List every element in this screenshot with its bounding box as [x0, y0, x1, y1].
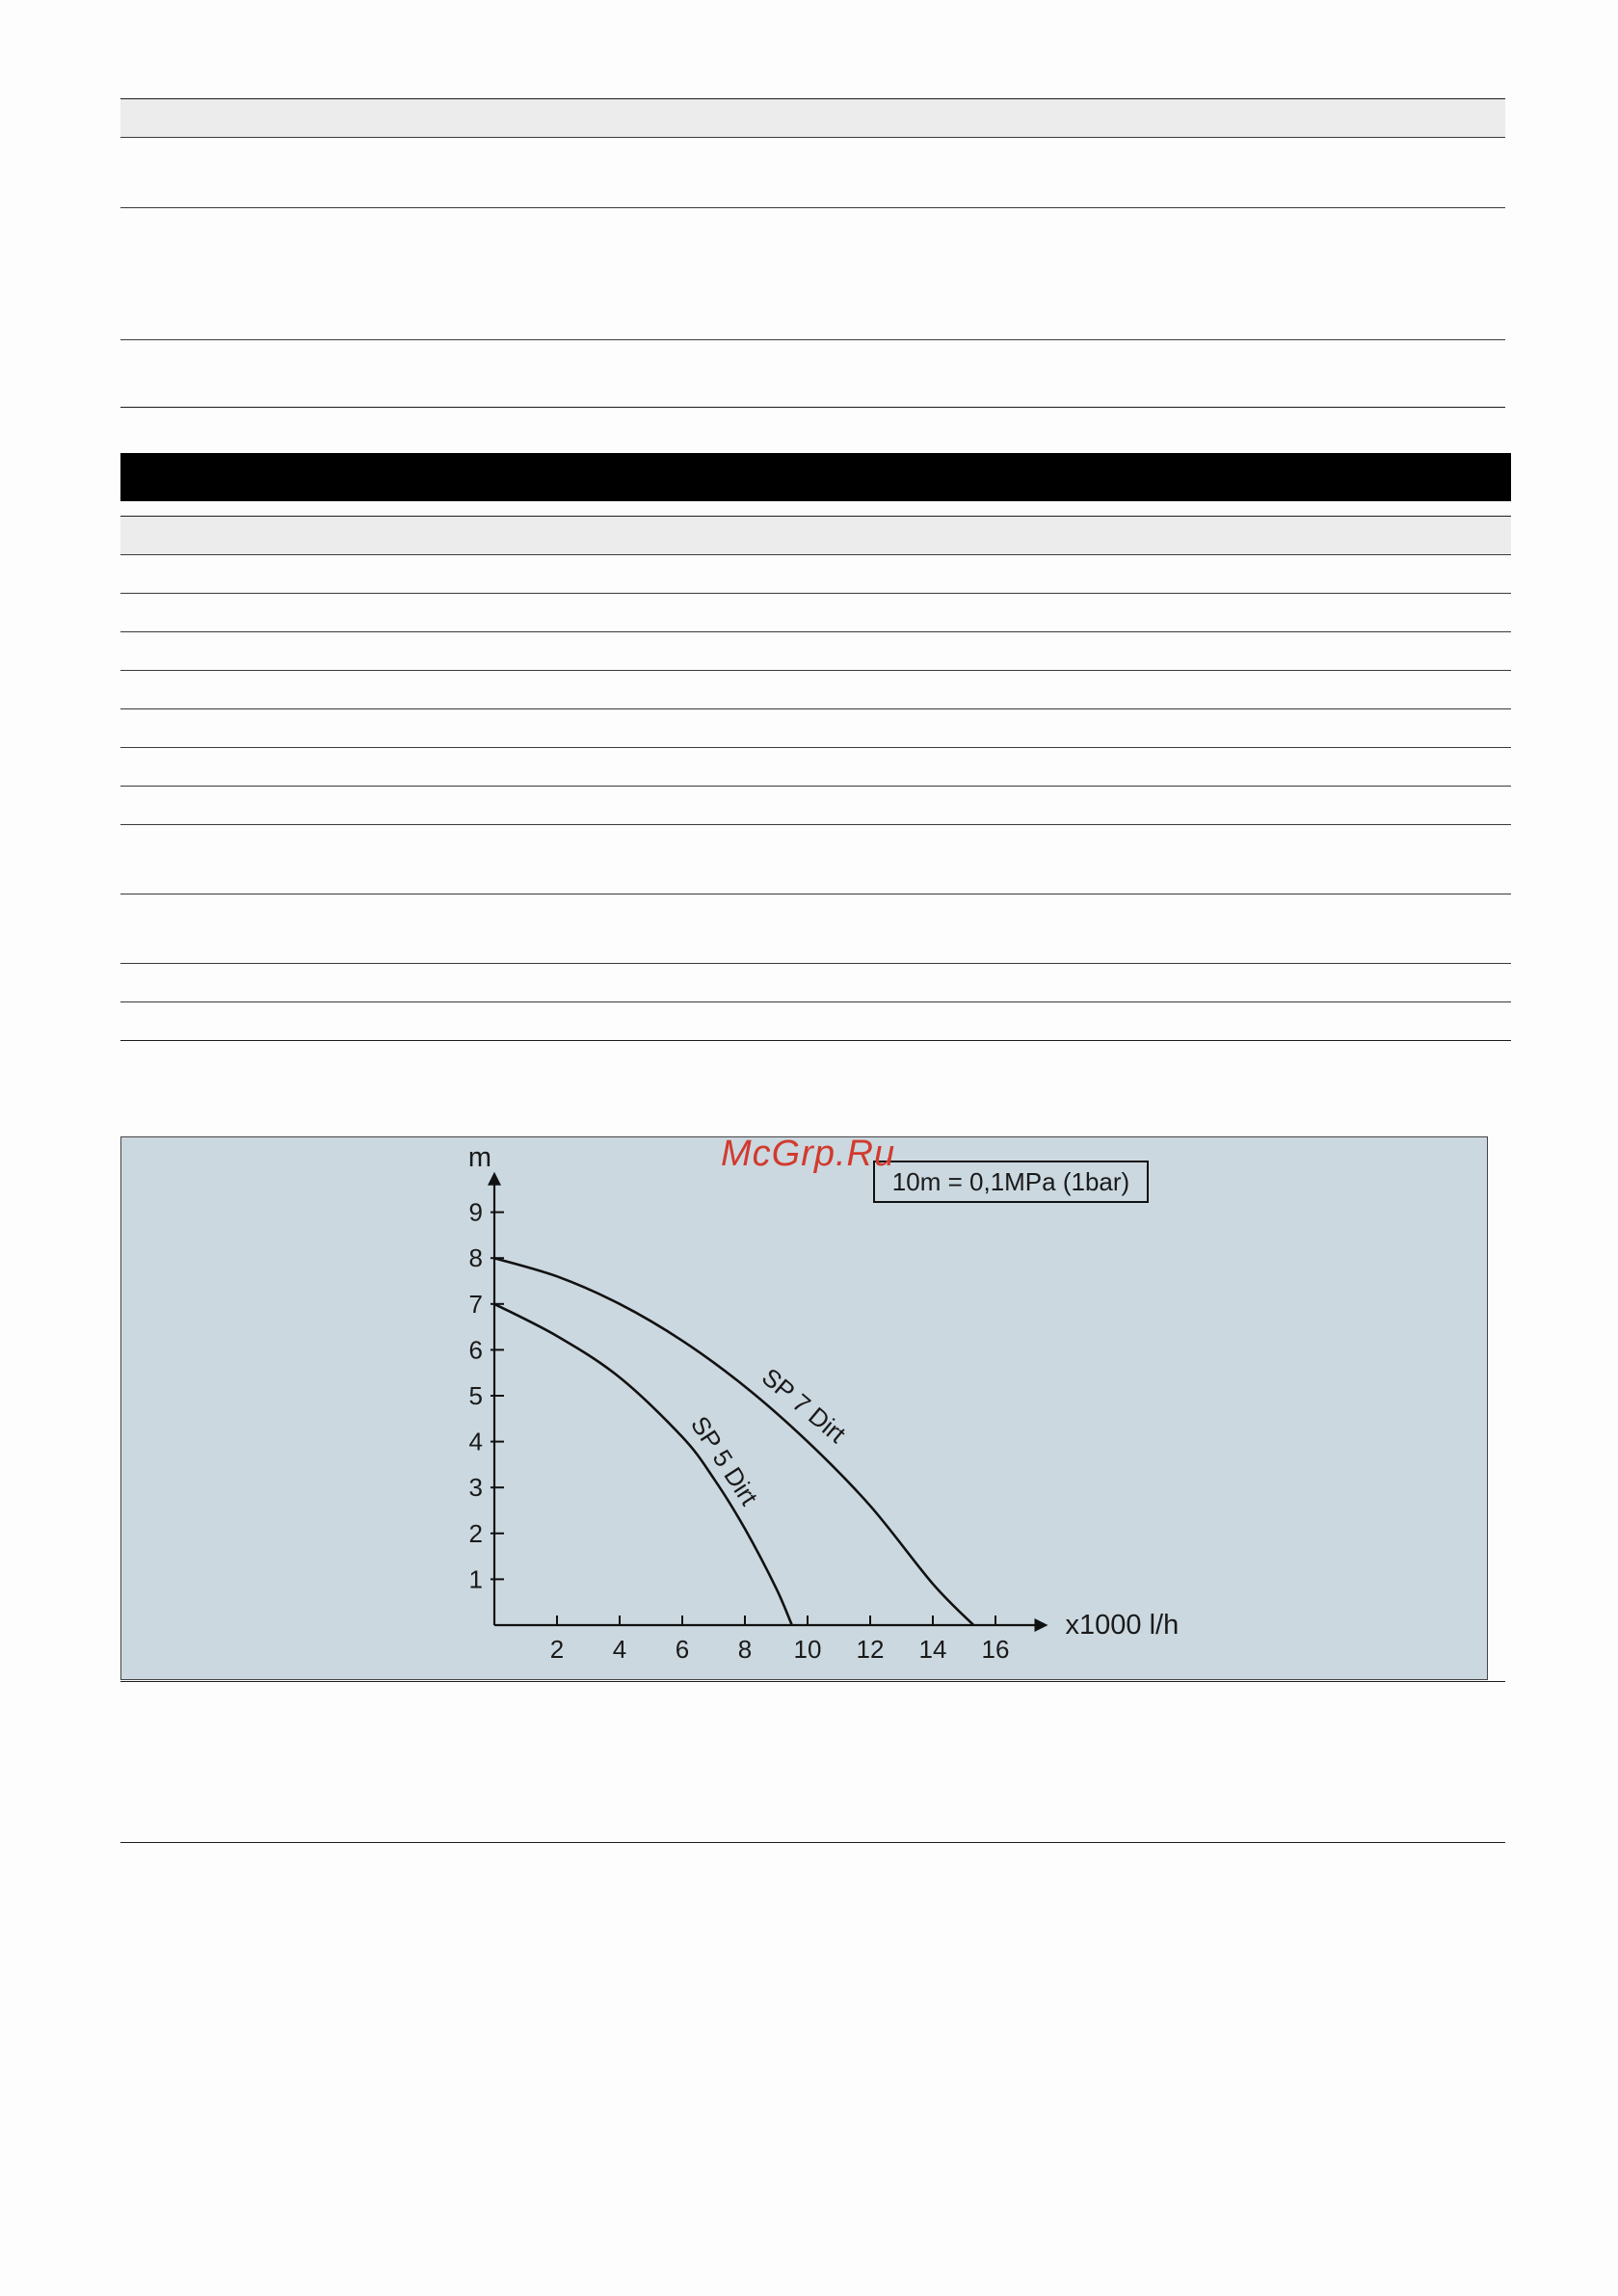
table1-top-rule	[120, 98, 1505, 99]
series-label: SP 7 Dirt	[756, 1362, 852, 1449]
table2-row-rule	[120, 963, 1511, 964]
y-tick-label: 9	[468, 1197, 483, 1227]
x-tick-label: 6	[675, 1635, 690, 1664]
chart-bottom-rule	[120, 1681, 1505, 1682]
x-tick-label: 10	[793, 1635, 822, 1664]
x-tick-label: 12	[856, 1635, 885, 1664]
y-tick-label: 7	[468, 1289, 483, 1319]
chart-axes	[488, 1172, 1048, 1632]
table2-row-rule	[120, 747, 1511, 748]
x-tick-label: 16	[981, 1635, 1010, 1664]
chart-curves	[494, 1258, 973, 1625]
y-tick-label: 3	[468, 1473, 483, 1503]
table2-row-rule	[120, 554, 1511, 555]
table2-row-rule	[120, 824, 1511, 825]
chart-canvas	[121, 1137, 1489, 1681]
y-axis-title: m	[467, 1141, 492, 1173]
footer-rule	[120, 1842, 1505, 1843]
series-curve-sp-7-dirt	[494, 1258, 973, 1625]
x-axis-title: x1000 l/h	[1065, 1610, 1180, 1641]
x-tick-label: 14	[918, 1635, 947, 1664]
table2-row-rule	[120, 670, 1511, 671]
y-tick-label: 5	[468, 1381, 483, 1410]
table2-row-rule	[120, 1001, 1511, 1002]
series-curve-sp-5-dirt	[494, 1304, 792, 1625]
table2-row-rule	[120, 786, 1511, 787]
y-tick-label: 4	[468, 1427, 483, 1456]
chart-labels	[468, 1142, 1179, 1641]
table1-header-rule	[120, 137, 1505, 138]
table2-top-rule	[120, 516, 1511, 517]
table1-bottom-rule	[120, 407, 1505, 408]
y-tick-label: 8	[468, 1243, 483, 1273]
table2-header-band	[120, 516, 1511, 554]
series-label: SP 5 Dirt	[684, 1410, 764, 1510]
x-tick-label: 2	[549, 1635, 565, 1664]
table1-row-rule	[120, 339, 1505, 340]
table2-bottom-rule	[120, 1040, 1511, 1041]
watermark-text: McGrp.Ru	[721, 1134, 896, 1174]
y-tick-label: 1	[468, 1564, 483, 1594]
table2-row-rule	[120, 593, 1511, 594]
pump-curve-chart	[120, 1136, 1488, 1680]
y-axis-arrow	[488, 1172, 501, 1186]
unit-note-text: 10m = 0,1MPa (1bar)	[891, 1167, 1130, 1196]
section-header-bar	[120, 453, 1511, 501]
table2-row-rule	[120, 631, 1511, 632]
x-tick-label: 8	[737, 1635, 753, 1664]
table1-row-rule	[120, 207, 1505, 208]
chart-ticks	[469, 1198, 1010, 1664]
y-tick-label: 6	[468, 1335, 483, 1365]
x-tick-label: 4	[612, 1635, 627, 1664]
table1-header-band	[120, 98, 1505, 137]
y-tick-label: 2	[468, 1518, 483, 1548]
x-axis-arrow	[1035, 1618, 1048, 1632]
table2-row-rule	[120, 708, 1511, 709]
